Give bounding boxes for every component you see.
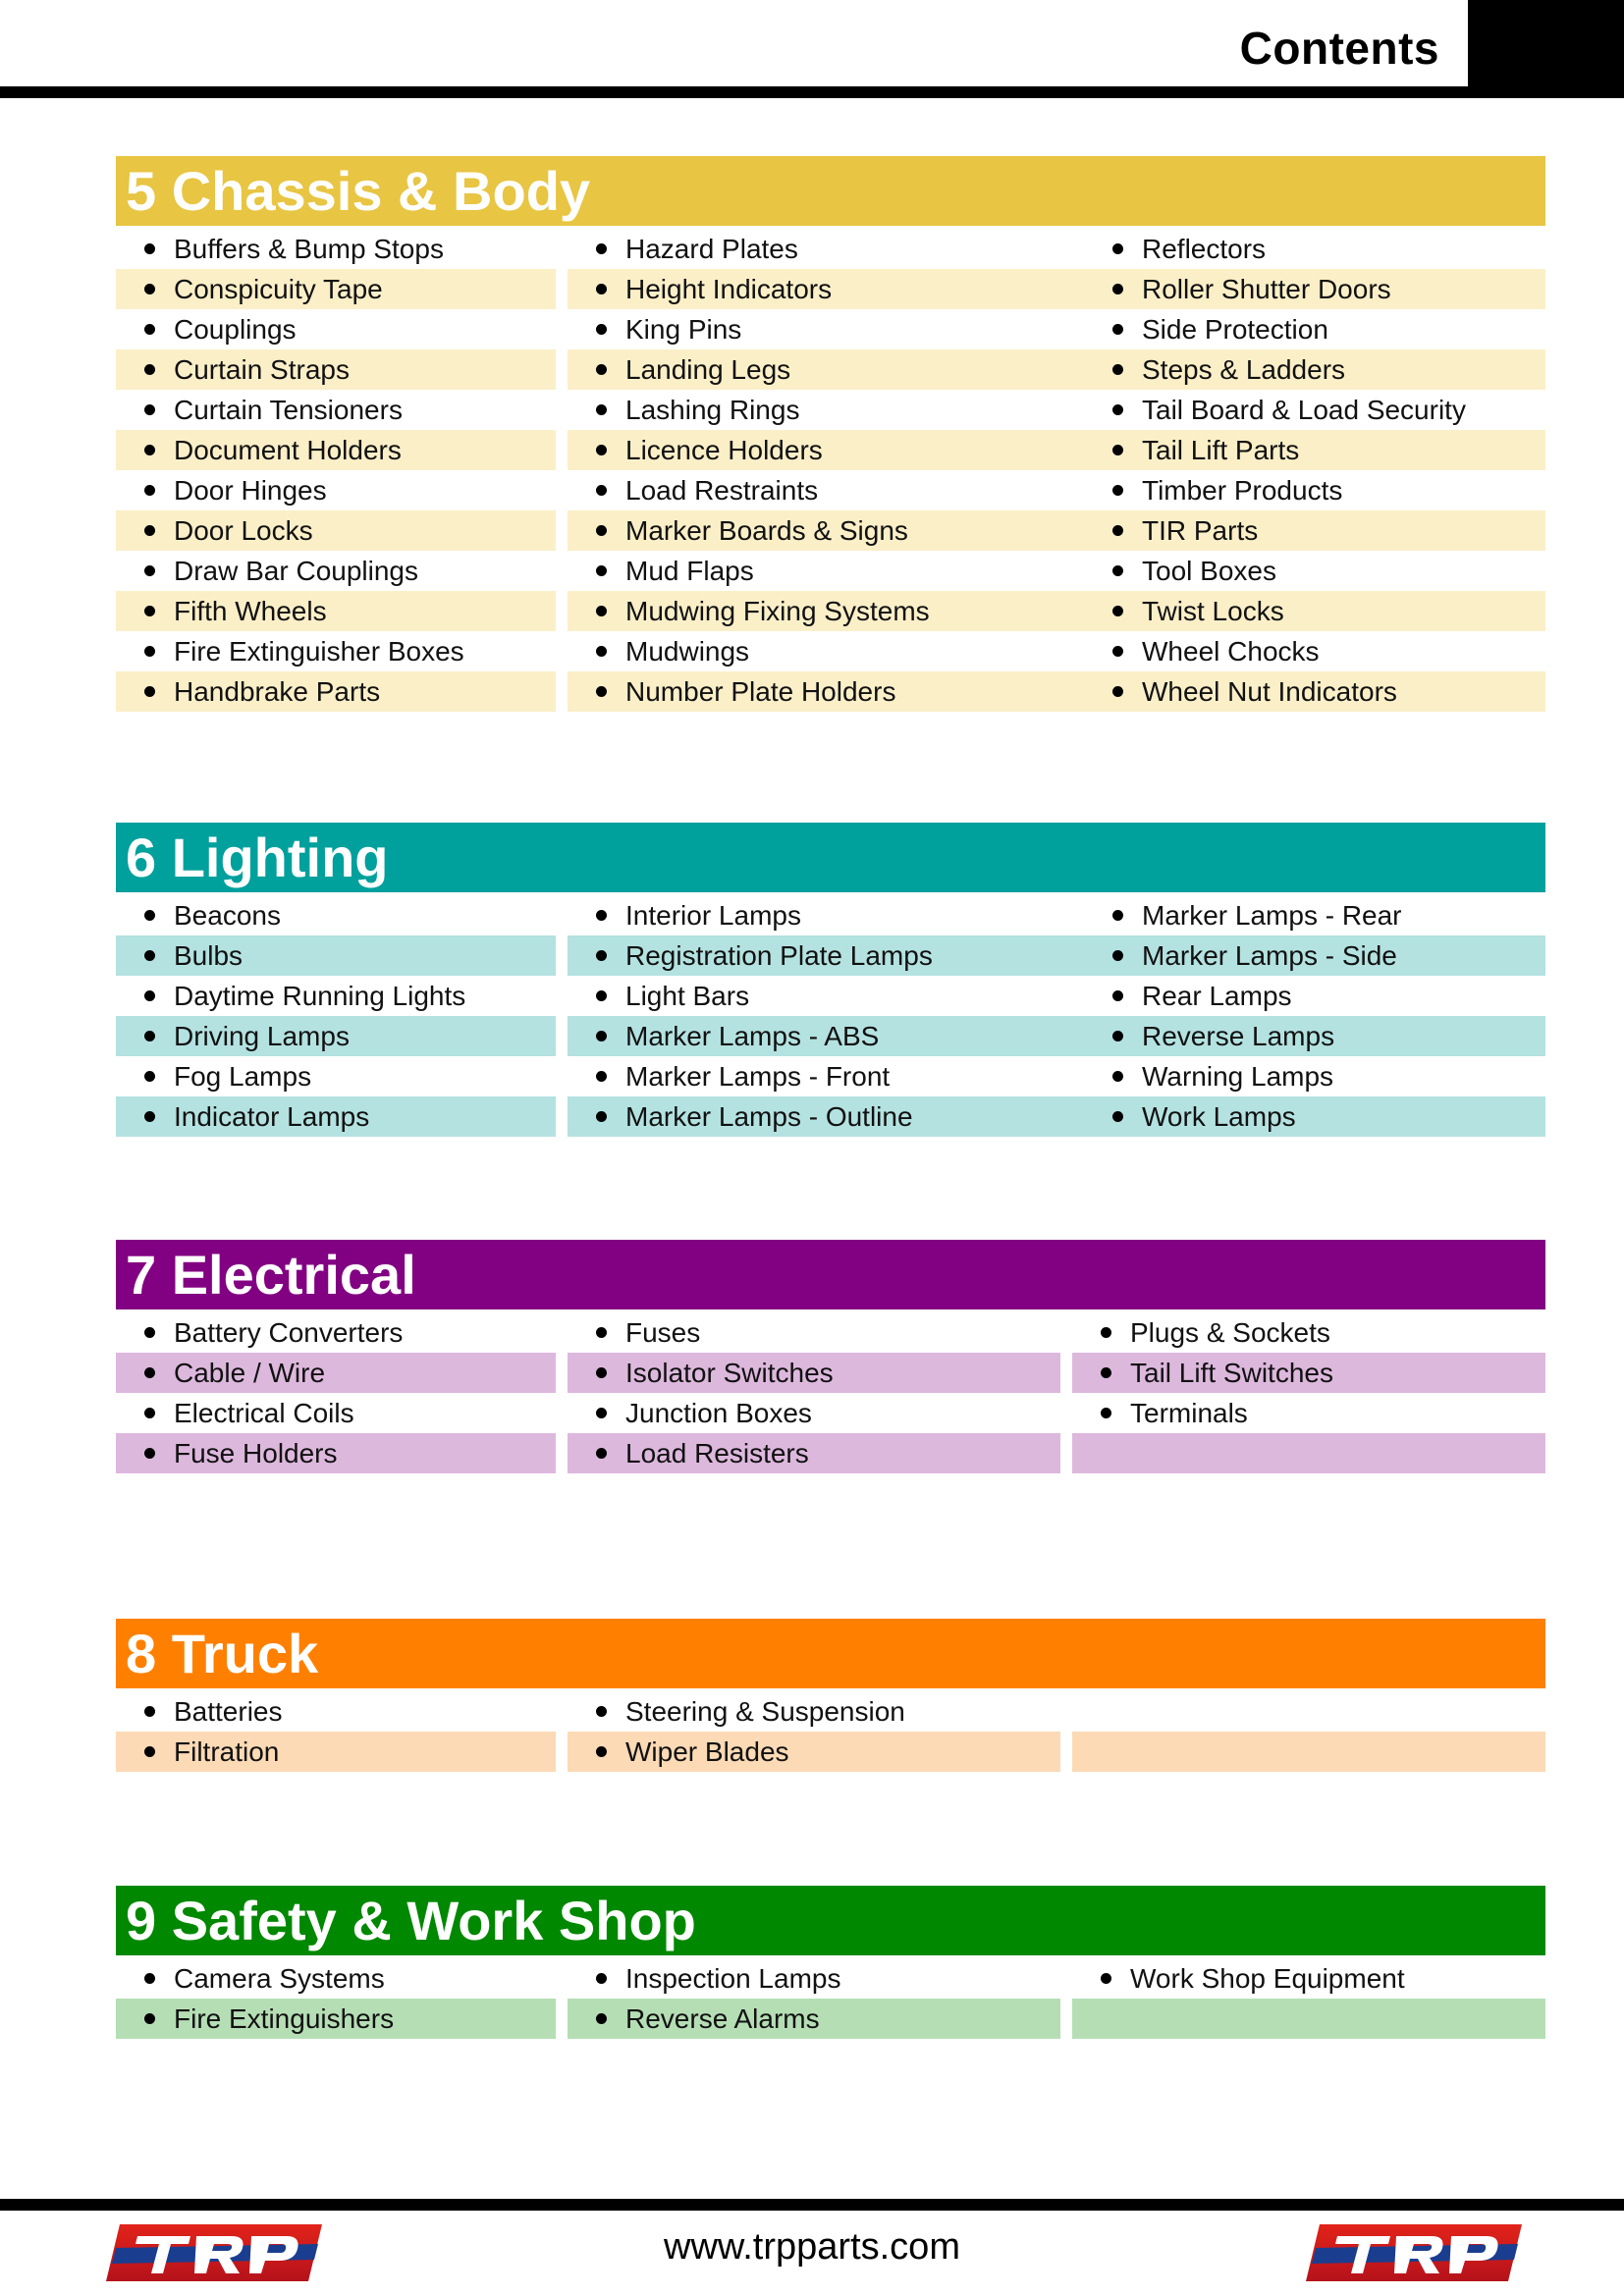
contents-item-label: Number Plate Holders: [625, 675, 896, 707]
item-row: [116, 1056, 1545, 1096]
bullet-icon: [596, 565, 607, 576]
contents-item[interactable]: [1084, 229, 1545, 269]
contents-item[interactable]: [116, 269, 556, 309]
contents-item-label: Fire Extinguishers: [174, 2002, 395, 2034]
item-row: [116, 1732, 1545, 1772]
contents-item-label: Door Hinges: [174, 474, 327, 506]
bullet-icon: [1112, 686, 1123, 697]
contents-item-label: Steering & Suspension: [625, 1695, 905, 1727]
contents-item[interactable]: [1084, 1096, 1545, 1137]
bullet-icon: [1112, 910, 1123, 921]
contents-item-label: Tail Board & Load Security: [1142, 394, 1466, 425]
bullet-icon: [1101, 1327, 1111, 1338]
contents-item-label: Load Restraints: [625, 474, 819, 506]
contents-item-label: Marker Lamps - Side: [1142, 939, 1397, 971]
contents-item-label: Junction Boxes: [625, 1397, 812, 1428]
bullet-icon: [596, 1031, 607, 1041]
bullet-icon: [596, 1327, 607, 1338]
section-5: [116, 156, 1545, 712]
item-row: [116, 1999, 1545, 2039]
contents-item[interactable]: [1084, 430, 1545, 470]
empty-cell: [1072, 1433, 1545, 1473]
contents-item-label: Reverse Lamps: [1142, 1020, 1335, 1051]
contents-item[interactable]: [116, 976, 556, 1016]
contents-item-label: Conspicuity Tape: [174, 273, 383, 304]
contents-item-label: Cable / Wire: [174, 1357, 326, 1388]
item-row: [116, 591, 1545, 631]
contents-item[interactable]: [1084, 269, 1545, 309]
contents-item-label: Inspection Lamps: [625, 1962, 841, 1994]
contents-item[interactable]: [116, 349, 556, 390]
contents-item[interactable]: [1084, 976, 1545, 1016]
bullet-icon: [1112, 485, 1123, 496]
item-row: [116, 269, 1545, 309]
bullet-icon: [596, 686, 607, 697]
bullet-icon: [144, 284, 155, 294]
contents-item-label: Tool Boxes: [1142, 555, 1276, 586]
item-row: [116, 309, 1545, 349]
item-row: [116, 1016, 1545, 1056]
contents-item[interactable]: [1084, 935, 1545, 976]
bullet-icon: [596, 646, 607, 657]
contents-item-label: Roller Shutter Doors: [1142, 273, 1391, 304]
contents-item[interactable]: [116, 1691, 556, 1732]
bullet-icon: [596, 1746, 607, 1757]
item-row: [116, 430, 1545, 470]
bullet-icon: [144, 404, 155, 415]
contents-item-label: Plugs & Sockets: [1130, 1316, 1330, 1348]
bullet-icon: [1112, 445, 1123, 455]
contents-item-label: Couplings: [174, 313, 297, 345]
contents-item-label: Hazard Plates: [625, 233, 798, 264]
contents-item-label: King Pins: [625, 313, 742, 345]
contents-item-label: Light Bars: [625, 980, 750, 1011]
bullet-icon: [1112, 990, 1123, 1001]
contents-item-label: Twist Locks: [1142, 595, 1284, 626]
contents-item[interactable]: [568, 1353, 1060, 1393]
item-row: [116, 671, 1545, 712]
bullet-icon: [596, 606, 607, 616]
bullet-icon: [144, 1746, 155, 1757]
bullet-icon: [1101, 1408, 1111, 1418]
contents-item[interactable]: [1084, 390, 1545, 430]
empty-cell: [1072, 1999, 1545, 2039]
contents-item[interactable]: [1072, 1958, 1545, 1999]
bullet-icon: [596, 1111, 607, 1122]
bullet-icon: [1112, 606, 1123, 616]
section-title: 5 Chassis & Body: [126, 159, 591, 222]
item-row: [116, 631, 1545, 671]
contents-item[interactable]: [568, 1732, 1060, 1772]
contents-item[interactable]: [568, 1393, 1060, 1433]
contents-item[interactable]: [116, 935, 556, 976]
bullet-icon: [596, 404, 607, 415]
contents-item-label: Interior Lamps: [625, 899, 801, 931]
bullet-icon: [1112, 1111, 1123, 1122]
contents-item-label: Wheel Chocks: [1142, 635, 1320, 667]
bullet-icon: [596, 2013, 607, 2024]
contents-item-label: Mudwing Fixing Systems: [625, 595, 930, 626]
contents-item[interactable]: [116, 1056, 556, 1096]
bullet-icon: [144, 1367, 155, 1378]
item-row: [116, 229, 1545, 269]
contents-item-label: Buffers & Bump Stops: [174, 233, 444, 264]
contents-item-label: Marker Lamps - Outline: [625, 1100, 913, 1132]
contents-item-label: Batteries: [174, 1695, 283, 1727]
contents-item-label: Timber Products: [1142, 474, 1343, 506]
contents-item-label: Reflectors: [1142, 233, 1267, 264]
bullet-icon: [1112, 1031, 1123, 1041]
contents-item[interactable]: [568, 1958, 1060, 1999]
contents-item[interactable]: [1084, 510, 1545, 551]
contents-item-label: Terminals: [1130, 1397, 1248, 1428]
contents-item-label: Fifth Wheels: [174, 595, 327, 626]
header-black-block: [1468, 0, 1624, 88]
contents-item[interactable]: [1084, 470, 1545, 510]
contents-item-label: Height Indicators: [625, 273, 833, 304]
contents-item[interactable]: [568, 1433, 1060, 1473]
bullet-icon: [1112, 324, 1123, 335]
contents-item-label: Marker Lamps - Front: [625, 1060, 891, 1092]
contents-item-label: Daytime Running Lights: [174, 980, 466, 1011]
section-header-band: [116, 1240, 1545, 1309]
bullet-icon: [144, 990, 155, 1001]
contents-item[interactable]: [116, 470, 556, 510]
contents-item[interactable]: [116, 591, 556, 631]
contents-item[interactable]: [1072, 1312, 1545, 1353]
contents-item[interactable]: [1084, 309, 1545, 349]
bullet-icon: [144, 565, 155, 576]
contents-item-label: Registration Plate Lamps: [625, 939, 933, 971]
contents-item-label: Beacons: [174, 899, 281, 931]
contents-item[interactable]: [116, 671, 556, 712]
item-row: [116, 1393, 1545, 1433]
contents-item-label: Draw Bar Couplings: [174, 555, 418, 586]
bullet-icon: [144, 525, 155, 536]
bullet-icon: [144, 1327, 155, 1338]
bullet-icon: [596, 990, 607, 1001]
contents-item[interactable]: [116, 1958, 556, 1999]
item-row: [116, 1312, 1545, 1353]
contents-item-label: Driving Lamps: [174, 1020, 350, 1051]
bullet-icon: [596, 1367, 607, 1378]
section-item-list: [116, 1691, 1545, 1772]
contents-item-label: Warning Lamps: [1142, 1060, 1334, 1092]
bullet-icon: [144, 2013, 155, 2024]
contents-item[interactable]: [116, 1999, 556, 2039]
contents-item-label: Wiper Blades: [625, 1735, 789, 1767]
contents-item[interactable]: [116, 309, 556, 349]
section-header-band: [116, 1619, 1545, 1688]
contents-item[interactable]: [1084, 1056, 1545, 1096]
contents-item[interactable]: [1084, 671, 1545, 712]
contents-item[interactable]: [1084, 1016, 1545, 1056]
item-row: [116, 349, 1545, 390]
bullet-icon: [144, 686, 155, 697]
contents-item[interactable]: [116, 1353, 556, 1393]
item-row: [116, 1958, 1545, 1999]
contents-item-label: Curtain Tensioners: [174, 394, 403, 425]
bullet-icon: [596, 324, 607, 335]
contents-item-label: Battery Converters: [174, 1316, 404, 1348]
section-header-band: [116, 1886, 1545, 1955]
bullet-icon: [596, 1706, 607, 1717]
contents-item-label: Tail Lift Switches: [1130, 1357, 1333, 1388]
contents-item[interactable]: [1084, 631, 1545, 671]
bullet-icon: [596, 1448, 607, 1459]
bullet-icon: [1112, 646, 1123, 657]
bullet-icon: [1101, 1367, 1111, 1378]
bullet-icon: [144, 910, 155, 921]
item-row: [116, 1433, 1545, 1473]
bullet-icon: [144, 364, 155, 375]
section-title: 7 Electrical: [126, 1243, 416, 1306]
section-title: 6 Lighting: [126, 826, 389, 888]
contents-item-label: Door Locks: [174, 514, 313, 546]
trp-logo-left: [106, 2224, 322, 2281]
header-rule: [0, 86, 1624, 98]
contents-item[interactable]: [1084, 591, 1545, 631]
section-header-band: [116, 156, 1545, 226]
bullet-icon: [1112, 525, 1123, 536]
contents-item[interactable]: [116, 390, 556, 430]
contents-item-label: Rear Lamps: [1142, 980, 1292, 1011]
bullet-icon: [144, 646, 155, 657]
contents-item-label: Curtain Straps: [174, 353, 350, 385]
contents-item-label: Load Resisters: [625, 1437, 809, 1468]
section-item-list: [116, 1312, 1545, 1473]
bullet-icon: [596, 1071, 607, 1082]
contents-item-label: Isolator Switches: [625, 1357, 834, 1388]
contents-item-label: Document Holders: [174, 434, 402, 465]
contents-item-label: Handbrake Parts: [174, 675, 381, 707]
bullet-icon: [144, 950, 155, 961]
item-row: [116, 551, 1545, 591]
item-row: [116, 390, 1545, 430]
item-row: [116, 510, 1545, 551]
contents-item-label: Landing Legs: [625, 353, 791, 385]
contents-item[interactable]: [116, 229, 556, 269]
contents-item-label: Mud Flaps: [625, 555, 754, 586]
section-item-list: [116, 1958, 1545, 2039]
bullet-icon: [596, 284, 607, 294]
contents-item-label: Electrical Coils: [174, 1397, 354, 1428]
item-row: [116, 470, 1545, 510]
bullet-icon: [144, 1071, 155, 1082]
bullet-icon: [144, 1706, 155, 1717]
contents-item-label: Marker Boards & Signs: [625, 514, 908, 546]
contents-item-label: Steps & Ladders: [1142, 353, 1346, 385]
contents-item-label: Fuse Holders: [174, 1437, 338, 1468]
contents-item-label: Work Shop Equipment: [1130, 1962, 1405, 1994]
contents-item-label: Marker Lamps - Rear: [1142, 899, 1402, 931]
bullet-icon: [144, 1408, 155, 1418]
contents-item-label: Tail Lift Parts: [1142, 434, 1300, 465]
bullet-icon: [144, 445, 155, 455]
bullet-icon: [596, 243, 607, 254]
contents-item[interactable]: [116, 551, 556, 591]
contents-item-label: Indicator Lamps: [174, 1100, 370, 1132]
bullet-icon: [1112, 284, 1123, 294]
bullet-icon: [1112, 1071, 1123, 1082]
contents-item[interactable]: [116, 430, 556, 470]
bullet-icon: [1112, 364, 1123, 375]
contents-item[interactable]: [568, 1999, 1060, 2039]
section-item-list: [116, 229, 1545, 712]
section-9: [116, 1886, 1545, 2039]
item-row: [116, 895, 1545, 935]
contents-item-label: Fog Lamps: [174, 1060, 312, 1092]
bullet-icon: [1112, 404, 1123, 415]
contents-item[interactable]: [568, 1312, 1060, 1353]
contents-item-label: Bulbs: [174, 939, 244, 971]
section-title: 9 Safety & Work Shop: [126, 1889, 696, 1951]
contents-item-label: Marker Lamps - ABS: [625, 1020, 880, 1051]
bullet-icon: [596, 525, 607, 536]
bullet-icon: [1112, 243, 1123, 254]
item-row: [116, 976, 1545, 1016]
bullet-icon: [596, 445, 607, 455]
section-8: [116, 1619, 1545, 1772]
empty-cell: [1072, 1732, 1545, 1772]
bullet-icon: [1112, 565, 1123, 576]
bullet-icon: [1112, 950, 1123, 961]
bullet-icon: [144, 606, 155, 616]
bullet-icon: [144, 485, 155, 496]
footer-url[interactable]: www.trpparts.com: [664, 2226, 960, 2268]
contents-item[interactable]: [1072, 1353, 1545, 1393]
bullet-icon: [1101, 1973, 1111, 1984]
contents-item[interactable]: [116, 895, 556, 935]
contents-item[interactable]: [1084, 895, 1545, 935]
item-row: [116, 935, 1545, 976]
contents-item-label: Wheel Nut Indicators: [1142, 675, 1397, 707]
section-6: [116, 823, 1545, 1137]
bullet-icon: [596, 1973, 607, 1984]
item-row: [116, 1691, 1545, 1732]
section-header-band: [116, 823, 1545, 892]
contents-item[interactable]: [116, 1393, 556, 1433]
bullet-icon: [144, 324, 155, 335]
bullet-icon: [144, 1031, 155, 1041]
contents-item-label: Side Protection: [1142, 313, 1328, 345]
bullet-icon: [144, 1448, 155, 1459]
contents-item[interactable]: [116, 1433, 556, 1473]
contents-item-label: Mudwings: [625, 635, 750, 667]
contents-item[interactable]: [568, 1691, 1060, 1732]
contents-item[interactable]: [1072, 1393, 1545, 1433]
page-title: Contents: [1239, 23, 1439, 74]
bullet-icon: [596, 364, 607, 375]
bullet-icon: [596, 950, 607, 961]
bullet-icon: [596, 1408, 607, 1418]
bullet-icon: [596, 910, 607, 921]
contents-item[interactable]: [116, 1732, 556, 1772]
bullet-icon: [596, 485, 607, 496]
contents-item-label: Work Lamps: [1142, 1100, 1296, 1132]
contents-item-label: Camera Systems: [174, 1962, 385, 1994]
bullet-icon: [144, 1111, 155, 1122]
contents-item[interactable]: [116, 631, 556, 671]
item-row: [116, 1353, 1545, 1393]
contents-item[interactable]: [116, 510, 556, 551]
section-title: 8 Truck: [126, 1622, 319, 1684]
contents-item[interactable]: [116, 1096, 556, 1137]
contents-item-label: Reverse Alarms: [625, 2002, 820, 2034]
bullet-icon: [144, 1973, 155, 1984]
bullet-icon: [144, 243, 155, 254]
footer-rule: [0, 2199, 1624, 2211]
trp-logo-right: [1306, 2224, 1522, 2281]
contents-item[interactable]: [1084, 551, 1545, 591]
contents-item-label: Licence Holders: [625, 434, 823, 465]
contents-item-label: Filtration: [174, 1735, 280, 1767]
contents-item[interactable]: [1084, 349, 1545, 390]
contents-item-label: Lashing Rings: [625, 394, 800, 425]
contents-item-label: Fire Extinguisher Boxes: [174, 635, 464, 667]
contents-item-label: Fuses: [625, 1316, 701, 1348]
contents-item[interactable]: [116, 1016, 556, 1056]
empty-cell: [1072, 1691, 1545, 1732]
contents-item[interactable]: [116, 1312, 556, 1353]
section-7: [116, 1240, 1545, 1473]
section-item-list: [116, 895, 1545, 1137]
contents-item-label: TIR Parts: [1142, 514, 1259, 546]
item-row: [116, 1096, 1545, 1137]
